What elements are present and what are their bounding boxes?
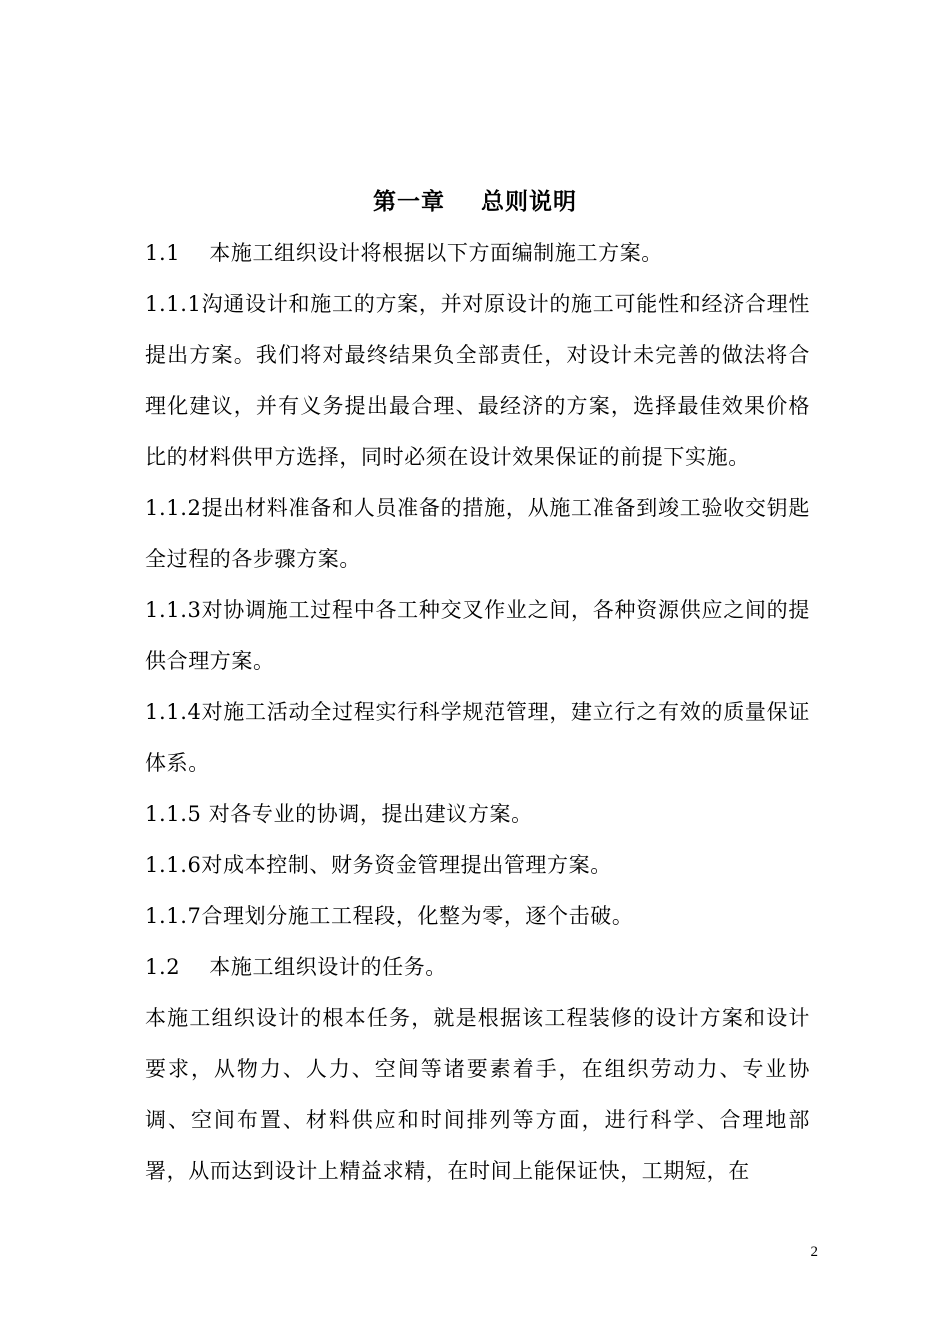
chapter-title: 第一章 总则说明 (372, 188, 578, 215)
paragraph-1-1-6: 1.1.6对成本控制、财务资金管理提出管理方案。 (145, 853, 612, 877)
paragraph-1-1-7: 1.1.7合理划分施工工程段，化整为零，逐个击破。 (145, 904, 634, 928)
paragraph-1-1-1: 1.1.1沟通设计和施工的方案，并对原设计的施工可能性和经济合理性提出方案。我们将对最终结果负全部责任，对设计未完善的做法将合理化建议，并有义务提出最合理、最经济的方案，选择最佳效果价格比的材料供甲方选择，同时必须在设计效果保证的前提下实施。 (145, 292, 810, 469)
paragraph-1-1-2: 1.1.2提出材料准备和人员准备的措施，从施工准备到竣工验收交钥匙全过程的各步骤方案。 (145, 496, 810, 571)
paragraph-1-2: 1.2 本施工组织设计的任务。 (145, 955, 447, 979)
body-text (145, 228, 810, 1197)
paragraph-task-description: 本施工组织设计的根本任务，就是根据该工程装修的设计方案和设计要求，从物力、人力、空间等诸要素着手，在组织劳动力、专业协调、空间布置、材料供应和时间排列等方面，进行科学、合理地部署，从而达到设计上精益求精，在时间上能保证快，工期短，在 (145, 1006, 810, 1183)
paragraph-1-1-4: 1.1.4对施工活动全过程实行科学规范管理，建立行之有效的质量保证体系。 (145, 700, 810, 775)
page-number: 2 (810, 1244, 818, 1260)
paragraph-1-1-3: 1.1.3对协调施工过程中各工种交叉作业之间，各种资源供应之间的提供合理方案。 (145, 598, 810, 673)
paragraph-1-1-5: 1.1.5 对各专业的协调，提出建议方案。 (145, 802, 533, 826)
paragraph-1-1: 1.1 本施工组织设计将根据以下方面编制施工方案。 (145, 241, 663, 265)
